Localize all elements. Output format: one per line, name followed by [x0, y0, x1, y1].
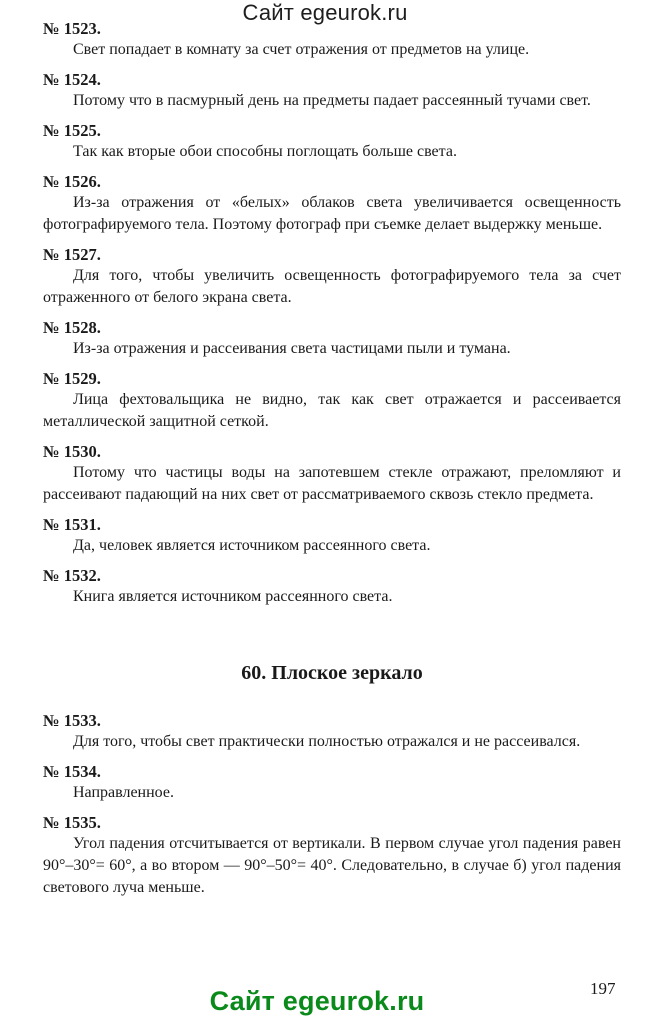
- exercise-number: № 1535.: [43, 813, 101, 832]
- exercise-answer: Лица фехтовальщика не видно, так как свет отражается и рассеивается металлической защитной сеткой.: [43, 391, 621, 430]
- exercise-number: № 1523.: [43, 19, 101, 38]
- exercise-answer: Да, человек является источником рассеянного света.: [73, 537, 431, 554]
- exercise-number: № 1524.: [43, 70, 101, 89]
- exercise-item: [43, 441, 621, 514]
- exercise-answer: Потому что частицы воды на запотевшем стекле отражают, преломляют и рассеивают падающий на них свет от рассматриваемого сквозь стекло предмета.: [43, 464, 621, 503]
- watermark-top: Сайт egeurok.ru: [242, 0, 408, 25]
- exercise-item: [43, 812, 621, 907]
- exercise-item: [43, 120, 621, 171]
- exercise-number: № 1533.: [43, 711, 101, 730]
- exercise-item: [43, 761, 621, 812]
- exercise-answer: Направленное.: [73, 784, 174, 801]
- exercise-item: [43, 368, 621, 441]
- exercise-number: № 1525.: [43, 121, 101, 140]
- exercise-item: [43, 69, 621, 120]
- exercise-answer: Для того, чтобы свет практически полностью отражался и не рассеивался.: [73, 733, 581, 750]
- exercise-answer: Свет попадает в комнату за счет отражения от предметов на улице.: [73, 41, 530, 58]
- exercise-item: [43, 514, 621, 565]
- exercise-number: № 1528.: [43, 318, 101, 337]
- exercises-before: [43, 18, 621, 616]
- page-content: [43, 18, 621, 907]
- exercise-item: [43, 710, 621, 761]
- watermark-bottom: Сайт egeurok.ru: [209, 986, 425, 1016]
- exercise-number: № 1526.: [43, 172, 101, 191]
- exercise-number: № 1529.: [43, 369, 101, 388]
- exercise-answer: Книга является источником рассеянного света.: [73, 588, 393, 605]
- page-number: 197: [590, 979, 616, 998]
- exercise-item: [43, 244, 621, 317]
- exercise-answer: Угол падения отсчитывается от вертикали. В первом случае угол падения равен 90°–30°= 60°, а во втором — 90°–50°= 40°. Следовательно, в случае б) угол падения светового луча меньше.: [43, 835, 621, 896]
- section-title: 60. Плоское зеркало: [241, 662, 423, 684]
- exercises-after: [43, 710, 621, 907]
- exercise-number: № 1530.: [43, 442, 101, 461]
- exercise-item: [43, 171, 621, 244]
- exercise-answer: Из-за отражения от «белых» облаков света увеличивается освещенность фотографируемого тела. Поэтому фотограф при съемке делает выдержку меньше.: [43, 194, 621, 233]
- exercise-answer: Для того, чтобы увеличить освещенность фотографируемого тела за счет отраженного от белого экрана света.: [43, 267, 621, 306]
- exercise-number: № 1531.: [43, 515, 101, 534]
- exercise-number: № 1532.: [43, 566, 101, 585]
- exercise-answer: Из-за отражения и рассеивания света частицами пыли и тумана.: [73, 340, 511, 357]
- exercise-number: № 1527.: [43, 245, 101, 264]
- exercise-answer: Так как вторые обои способны поглощать больше света.: [73, 143, 457, 160]
- exercise-item: [43, 565, 621, 616]
- exercise-item: [43, 18, 621, 69]
- exercise-answer: Потому что в пасмурный день на предметы падает рассеянный тучами свет.: [73, 92, 591, 109]
- exercise-item: [43, 317, 621, 368]
- exercise-number: № 1534.: [43, 762, 101, 781]
